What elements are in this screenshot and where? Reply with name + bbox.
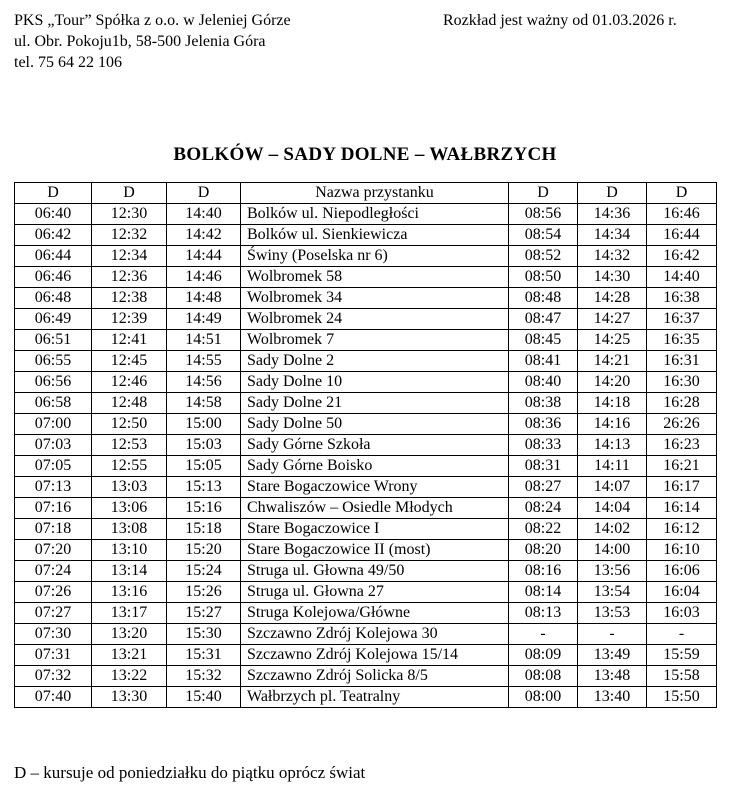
time-cell: 14:56: [167, 372, 241, 393]
time-cell: 12:38: [92, 288, 167, 309]
time-cell: 06:49: [15, 309, 92, 330]
time-cell: 14:02: [578, 519, 647, 540]
time-cell: 14:44: [167, 246, 241, 267]
table-row: [15, 519, 717, 540]
time-cell: 14:04: [578, 498, 647, 519]
stop-name-cell: Szczawno Zdrój Kolejowa 15/14: [241, 645, 509, 666]
time-cell: 16:44: [647, 225, 717, 246]
time-cell: 16:23: [647, 435, 717, 456]
table-row: [15, 456, 717, 477]
time-cell: 14:16: [578, 414, 647, 435]
time-cell: 16:04: [647, 582, 717, 603]
stop-name-cell: Sady Górne Szkoła: [241, 435, 509, 456]
time-cell: 07:18: [15, 519, 92, 540]
stop-name-cell: Świny (Poselska nr 6): [241, 246, 509, 267]
company-info: [14, 10, 291, 73]
table-row: [15, 687, 717, 708]
time-cell: 08:45: [509, 330, 578, 351]
stop-name-column-header: Nazwa przystanku: [241, 183, 509, 204]
day-code-column-header: D: [92, 183, 167, 204]
time-cell: 08:08: [509, 666, 578, 687]
table-row: [15, 225, 717, 246]
time-cell: 16:06: [647, 561, 717, 582]
route-title: BOLKÓW – SADY DOLNE – WAŁBRZYCH: [173, 144, 557, 165]
time-cell: 07:05: [15, 456, 92, 477]
time-cell: 08:47: [509, 309, 578, 330]
time-cell: 14:25: [578, 330, 647, 351]
time-cell: 07:40: [15, 687, 92, 708]
time-cell: 13:48: [578, 666, 647, 687]
time-cell: 07:00: [15, 414, 92, 435]
stop-name-cell: Struga ul. Głowna 49/50: [241, 561, 509, 582]
time-cell: 08:41: [509, 351, 578, 372]
day-code-column-header: D: [647, 183, 717, 204]
time-cell: -: [647, 624, 717, 645]
time-cell: 13:08: [92, 519, 167, 540]
time-cell: 14:58: [167, 393, 241, 414]
time-cell: 14:00: [578, 540, 647, 561]
stop-name-cell: Wolbromek 7: [241, 330, 509, 351]
time-cell: 08:31: [509, 456, 578, 477]
time-cell: 15:59: [647, 645, 717, 666]
time-cell: 14:55: [167, 351, 241, 372]
time-cell: 07:03: [15, 435, 92, 456]
table-row: [15, 435, 717, 456]
time-cell: 14:13: [578, 435, 647, 456]
stop-name-cell: Szczawno Zdrój Kolejowa 30: [241, 624, 509, 645]
time-cell: 13:53: [578, 603, 647, 624]
table-row: [15, 267, 717, 288]
time-cell: 13:54: [578, 582, 647, 603]
stop-name-cell: Sady Dolne 50: [241, 414, 509, 435]
time-cell: 16:37: [647, 309, 717, 330]
time-cell: 12:46: [92, 372, 167, 393]
time-cell: 14:40: [647, 267, 717, 288]
time-cell: 12:50: [92, 414, 167, 435]
stop-name-cell: Sady Dolne 21: [241, 393, 509, 414]
day-code-column-header: D: [578, 183, 647, 204]
stop-name-cell: Sady Dolne 10: [241, 372, 509, 393]
stop-name-cell: Wolbromek 24: [241, 309, 509, 330]
stop-name-cell: Wolbromek 58: [241, 267, 509, 288]
time-cell: 06:40: [15, 204, 92, 225]
time-cell: 15:16: [167, 498, 241, 519]
table-row: [15, 477, 717, 498]
stop-name-cell: Wałbrzych pl. Teatralny: [241, 687, 509, 708]
time-cell: 26:26: [647, 414, 717, 435]
time-cell: 08:38: [509, 393, 578, 414]
stop-name-cell: Wolbromek 34: [241, 288, 509, 309]
time-cell: 12:41: [92, 330, 167, 351]
time-cell: 07:13: [15, 477, 92, 498]
time-cell: 16:17: [647, 477, 717, 498]
time-cell: 12:36: [92, 267, 167, 288]
validity-note: Rozkład jest ważny od 01.03.2026 r.: [443, 12, 677, 29]
time-cell: 16:28: [647, 393, 717, 414]
time-cell: 08:09: [509, 645, 578, 666]
stop-name-cell: Sady Górne Boisko: [241, 456, 509, 477]
table-row: [15, 309, 717, 330]
time-cell: 14:42: [167, 225, 241, 246]
company-name: PKS „Tour” Spółka z o.o. w Jeleniej Górze: [14, 12, 291, 29]
time-cell: 12:30: [92, 204, 167, 225]
time-cell: 15:24: [167, 561, 241, 582]
time-cell: 08:48: [509, 288, 578, 309]
time-cell: 13:14: [92, 561, 167, 582]
time-cell: 14:36: [578, 204, 647, 225]
stop-name-cell: Bolków ul. Niepodległości: [241, 204, 509, 225]
stop-name-cell: Bolków ul. Sienkiewicza: [241, 225, 509, 246]
time-cell: 12:34: [92, 246, 167, 267]
time-cell: 07:32: [15, 666, 92, 687]
time-cell: 07:30: [15, 624, 92, 645]
stop-name-cell: Stare Bogaczowice II (most): [241, 540, 509, 561]
time-cell: 06:56: [15, 372, 92, 393]
time-cell: 16:30: [647, 372, 717, 393]
table-row: [15, 666, 717, 687]
table-row: [15, 204, 717, 225]
time-cell: 12:39: [92, 309, 167, 330]
time-cell: 14:28: [578, 288, 647, 309]
time-cell: 06:55: [15, 351, 92, 372]
stop-name-cell: Chwaliszów – Osiedle Młodych: [241, 498, 509, 519]
time-cell: 14:48: [167, 288, 241, 309]
time-cell: 15:27: [167, 603, 241, 624]
table-row: [15, 582, 717, 603]
time-cell: 14:27: [578, 309, 647, 330]
table-row: [15, 330, 717, 351]
time-cell: 14:07: [578, 477, 647, 498]
table-row: [15, 393, 717, 414]
time-cell: 07:31: [15, 645, 92, 666]
company-phone: tel. 75 64 22 106: [14, 54, 122, 71]
time-cell: 16:46: [647, 204, 717, 225]
time-cell: 13:56: [578, 561, 647, 582]
table-row: [15, 288, 717, 309]
stop-name-cell: Stare Bogaczowice I: [241, 519, 509, 540]
time-cell: 15:32: [167, 666, 241, 687]
time-cell: 16:31: [647, 351, 717, 372]
time-cell: 07:27: [15, 603, 92, 624]
stop-name-cell: Stare Bogaczowice Wrony: [241, 477, 509, 498]
time-cell: 08:40: [509, 372, 578, 393]
time-cell: 16:21: [647, 456, 717, 477]
time-cell: 15:40: [167, 687, 241, 708]
time-cell: 13:21: [92, 645, 167, 666]
time-cell: 13:16: [92, 582, 167, 603]
time-cell: 15:50: [647, 687, 717, 708]
time-cell: 14:46: [167, 267, 241, 288]
time-cell: 12:55: [92, 456, 167, 477]
timetable-head: [15, 183, 717, 204]
table-row: [15, 603, 717, 624]
time-cell: 07:20: [15, 540, 92, 561]
time-cell: 14:18: [578, 393, 647, 414]
time-cell: 12:48: [92, 393, 167, 414]
time-cell: 16:42: [647, 246, 717, 267]
time-cell: 08:52: [509, 246, 578, 267]
stop-name-cell: Sady Dolne 2: [241, 351, 509, 372]
table-row: [15, 645, 717, 666]
time-cell: 07:16: [15, 498, 92, 519]
time-cell: 13:49: [578, 645, 647, 666]
time-cell: 08:13: [509, 603, 578, 624]
time-cell: 15:26: [167, 582, 241, 603]
time-cell: 15:20: [167, 540, 241, 561]
time-cell: 14:34: [578, 225, 647, 246]
time-cell: 06:44: [15, 246, 92, 267]
time-cell: 06:42: [15, 225, 92, 246]
time-cell: 08:00: [509, 687, 578, 708]
stop-name-cell: Struga Kolejowa/Główne: [241, 603, 509, 624]
time-cell: 16:14: [647, 498, 717, 519]
time-cell: -: [509, 624, 578, 645]
time-cell: 15:13: [167, 477, 241, 498]
time-cell: 13:30: [92, 687, 167, 708]
time-cell: 12:53: [92, 435, 167, 456]
time-cell: 07:24: [15, 561, 92, 582]
day-code-column-header: D: [167, 183, 241, 204]
time-cell: 14:32: [578, 246, 647, 267]
time-cell: 08:33: [509, 435, 578, 456]
time-cell: 06:48: [15, 288, 92, 309]
table-row: [15, 540, 717, 561]
table-row: [15, 372, 717, 393]
time-cell: 12:32: [92, 225, 167, 246]
table-row: [15, 498, 717, 519]
time-cell: 08:14: [509, 582, 578, 603]
day-code-column-header: D: [15, 183, 92, 204]
time-cell: 08:16: [509, 561, 578, 582]
timetable-body: [15, 204, 717, 708]
time-cell: 08:20: [509, 540, 578, 561]
time-cell: 08:50: [509, 267, 578, 288]
time-cell: 15:03: [167, 435, 241, 456]
time-cell: 08:22: [509, 519, 578, 540]
time-cell: 14:49: [167, 309, 241, 330]
table-header-row: [15, 183, 717, 204]
time-cell: 15:18: [167, 519, 241, 540]
time-cell: 08:27: [509, 477, 578, 498]
time-cell: 14:11: [578, 456, 647, 477]
time-cell: 16:03: [647, 603, 717, 624]
legend-note: D – kursuje od poniedziałku do piątku oprócz świat: [14, 763, 366, 782]
time-cell: 16:38: [647, 288, 717, 309]
time-cell: 12:45: [92, 351, 167, 372]
time-cell: 16:12: [647, 519, 717, 540]
time-cell: 15:05: [167, 456, 241, 477]
table-row: [15, 351, 717, 372]
time-cell: 06:58: [15, 393, 92, 414]
time-cell: 15:58: [647, 666, 717, 687]
table-row: [15, 624, 717, 645]
time-cell: 08:56: [509, 204, 578, 225]
table-row: [15, 246, 717, 267]
time-cell: 08:54: [509, 225, 578, 246]
time-cell: 07:26: [15, 582, 92, 603]
time-cell: 15:31: [167, 645, 241, 666]
time-cell: 16:35: [647, 330, 717, 351]
time-cell: 14:51: [167, 330, 241, 351]
timetable-table: [14, 182, 717, 708]
time-cell: -: [578, 624, 647, 645]
time-cell: 13:17: [92, 603, 167, 624]
company-address: ul. Obr. Pokoju1b, 58-500 Jelenia Góra: [14, 33, 266, 50]
time-cell: 08:24: [509, 498, 578, 519]
time-cell: 14:30: [578, 267, 647, 288]
table-row: [15, 414, 717, 435]
day-code-column-header: D: [509, 183, 578, 204]
time-cell: 13:40: [578, 687, 647, 708]
time-cell: 14:21: [578, 351, 647, 372]
time-cell: 14:20: [578, 372, 647, 393]
time-cell: 06:51: [15, 330, 92, 351]
time-cell: 13:20: [92, 624, 167, 645]
stop-name-cell: Struga ul. Głowna 27: [241, 582, 509, 603]
time-cell: 15:00: [167, 414, 241, 435]
time-cell: 14:40: [167, 204, 241, 225]
time-cell: 08:36: [509, 414, 578, 435]
time-cell: 13:03: [92, 477, 167, 498]
time-cell: 13:06: [92, 498, 167, 519]
time-cell: 15:30: [167, 624, 241, 645]
time-cell: 06:46: [15, 267, 92, 288]
time-cell: 16:10: [647, 540, 717, 561]
time-cell: 13:10: [92, 540, 167, 561]
stop-name-cell: Szczawno Zdrój Solicka 8/5: [241, 666, 509, 687]
table-row: [15, 561, 717, 582]
time-cell: 13:22: [92, 666, 167, 687]
